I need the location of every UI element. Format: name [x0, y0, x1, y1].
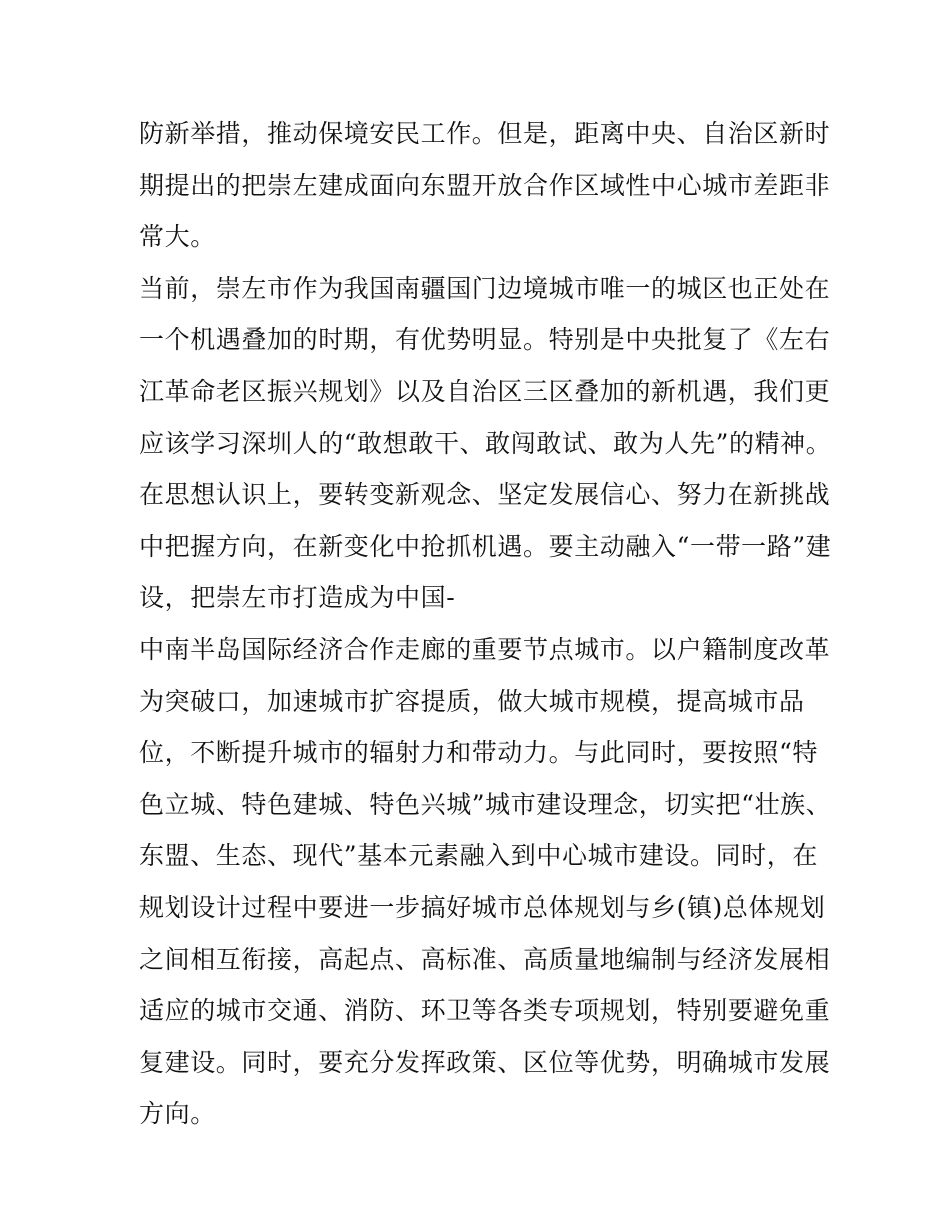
- text-line: 当前，崇左市作为我国南疆国门边境城市唯一的城区也正处在: [139, 273, 831, 303]
- text-line: 一个机遇叠加的时期，有优势明显。特别是中央批复了《左右: [139, 325, 831, 355]
- text-line: 中南半岛国际经济合作走廊的重要节点城市。以户籍制度改革: [139, 634, 831, 664]
- text-line: 规划设计过程中要进一步搞好城市总体规划与乡(镇)总体规划: [139, 892, 826, 922]
- text-line: 期提出的把崇左建成面向东盟开放合作区域性中心城市差距非: [139, 170, 831, 200]
- text-line: 中把握方向，在新变化中抢抓机遇。要主动融入“一带一路”建: [139, 531, 832, 561]
- text-line: 常大。: [139, 222, 216, 252]
- text-line: 防新举措，推动保境安民工作。但是，距离中央、自治区新时: [139, 119, 831, 148]
- text-line: 之间相互衔接，高起点、高标准、高质量地编制与经济发展相: [139, 944, 831, 974]
- text-line: 适应的城市交通、消防、环卫等各类专项规划，特别要避免重: [139, 996, 831, 1026]
- text-line: 东盟、生态、现代”基本元素融入到中心城市建设。同时，在: [139, 841, 818, 871]
- body-text: [139, 108, 832, 1140]
- text-line: 为突破口，加速城市扩容提质，做大城市规模，提高城市品: [139, 686, 805, 716]
- text-line: 设，把崇左市打造成为中国-: [139, 583, 456, 613]
- text-line: 复建设。同时，要充分发挥政策、区位等优势，明确城市发展: [139, 1047, 831, 1077]
- text-line: 江革命老区振兴规划》以及自治区三区叠加的新机遇，我们更: [139, 376, 831, 406]
- text-line: 在思想认识上，要转变新观念、坚定发展信心、努力在新挑战: [139, 480, 831, 510]
- text-line: 位，不断提升城市的辐射力和带动力。与此同时，要按照“特: [139, 738, 818, 768]
- text-line: 应该学习深圳人的“敢想敢干、敢闯敢试、敢为人先”的精神。: [139, 428, 832, 458]
- text-line: 方向。: [139, 1099, 216, 1129]
- text-line: 色立城、特色建城、特色兴城”城市建设理念，切实把“壮族、: [139, 789, 832, 819]
